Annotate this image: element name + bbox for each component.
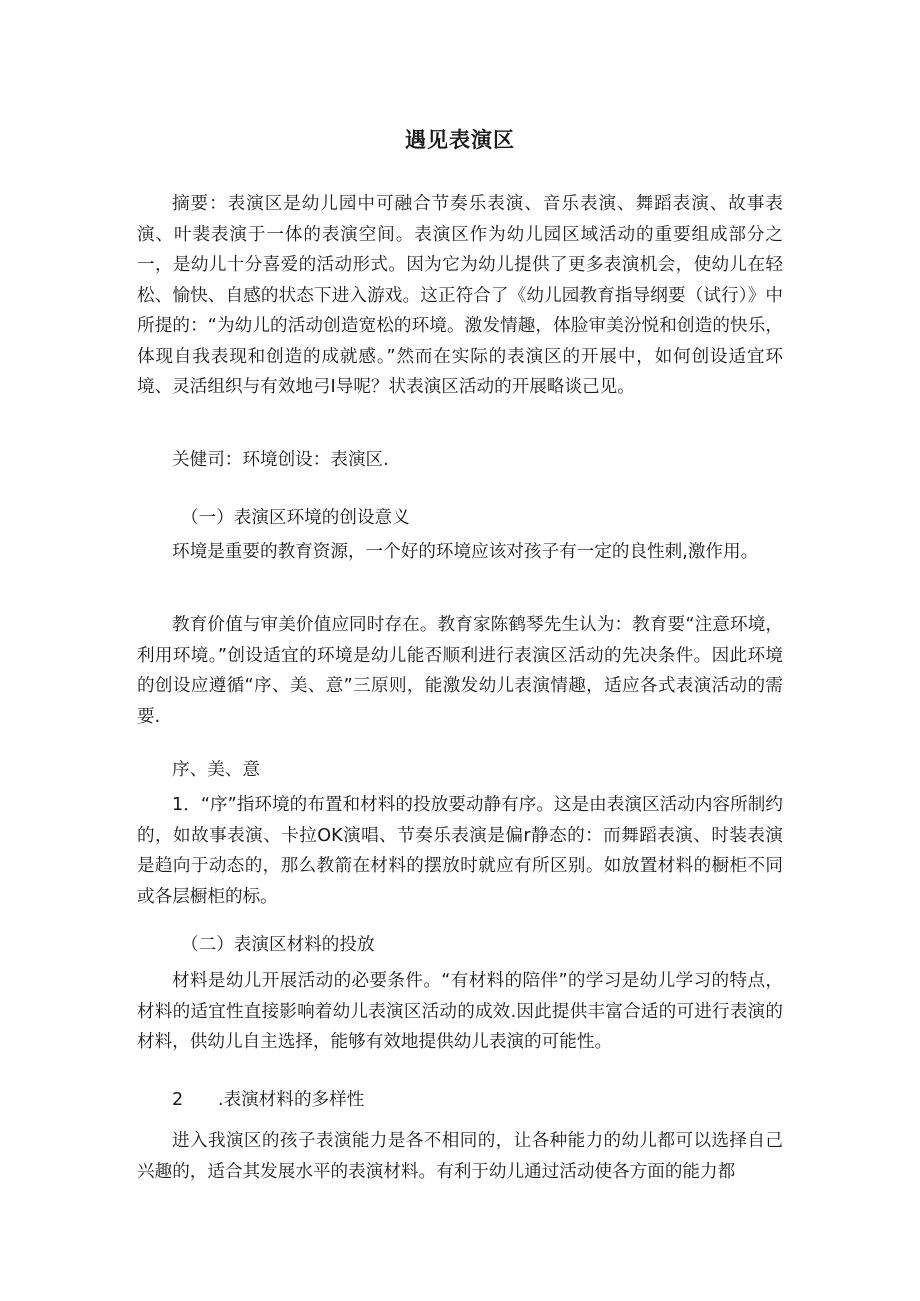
section-heading-materials: （二）表演区材料的投放	[181, 935, 375, 955]
paragraph-education-value: 教育价值与审美价值应同时存在。教育家陈鹤琴先生认为：教育要“注意环境，利用环境。”创设适宜的环境是幼儿能否顺利进行表演区活动的先决条件。因此环境的创设应遵循“序、美、意”三原则，能激发幼儿表演情趣，适应各式表演活动的需要.	[137, 615, 783, 727]
list-item-order: 1．“序”指环境的布置和材料的投放要动静有序。这是由表演区活动内容所制约的，如故事表演、卡拉OK演唱、节奏乐表演是偏r静态的：而舞蹈表演、时装表演是趋向于动态的，那么教箭在材料的摆放时就应有所区别。如放置材料的橱柜不同或各层橱柜的标。	[137, 795, 783, 907]
paragraph-children-ability: 进入我演区的孩子表演能力是各不相同的，让各种能力的幼儿都可以选择自己兴趣的，适合其发展水平的表演材料。有利于幼儿通过活动使各方面的能力都	[137, 1131, 783, 1182]
abstract-paragraph: 摘要：表演区是幼儿园中可融合节奏乐表演、音乐表演、舞蹈表演、故事表演、叶裴表演于一体的表演空间。表演区作为幼儿园区域活动的重要组成部分之一，是幼儿十分喜爱的活动形式。因为它为幼儿提供了更多表演机会，使幼儿在轻松、愉快、自感的状态下进入游戏。这正符合了《幼儿园教育指导纲要（试行）》中所提的：“为幼儿的活动创造宽松的环境。激发情趣，体脸审美汾悦和创造的快乐，体现自我表现和创造的成就感。”然而在实际的表演区的开展中，如何创设适宜环境、灵活组织与有效地弓I导呢？状表演区活动的开展略谈己见。	[137, 194, 783, 397]
section-heading-environment: （一）表演区环境的创设意义	[181, 508, 410, 528]
list-item-number: 2	[172, 1090, 184, 1110]
keywords-line: 关健司：环境创设：表演区.	[172, 450, 389, 470]
principles-line: 序、美、意	[172, 760, 260, 780]
paragraph-environment-resource: 环境是重要的教育资源，一个好的环境应该对孩子有一定的良性刺,激作用。	[172, 542, 759, 562]
document-title: 遇见表演区	[405, 128, 515, 152]
list-item-diversity-heading: .表演材料的多样性	[218, 1090, 365, 1110]
paragraph-materials: 材料是幼儿开展活动的必要条件。“有材料的陪伴”的学习是幼儿学习的特点，材料的适宜性直接影响着幼儿表演区活动的成效.因此提供丰富合适的可进行表演的材料，供幼儿自主选择，能够有效地提供幼儿表演的可能性。	[137, 971, 783, 1052]
